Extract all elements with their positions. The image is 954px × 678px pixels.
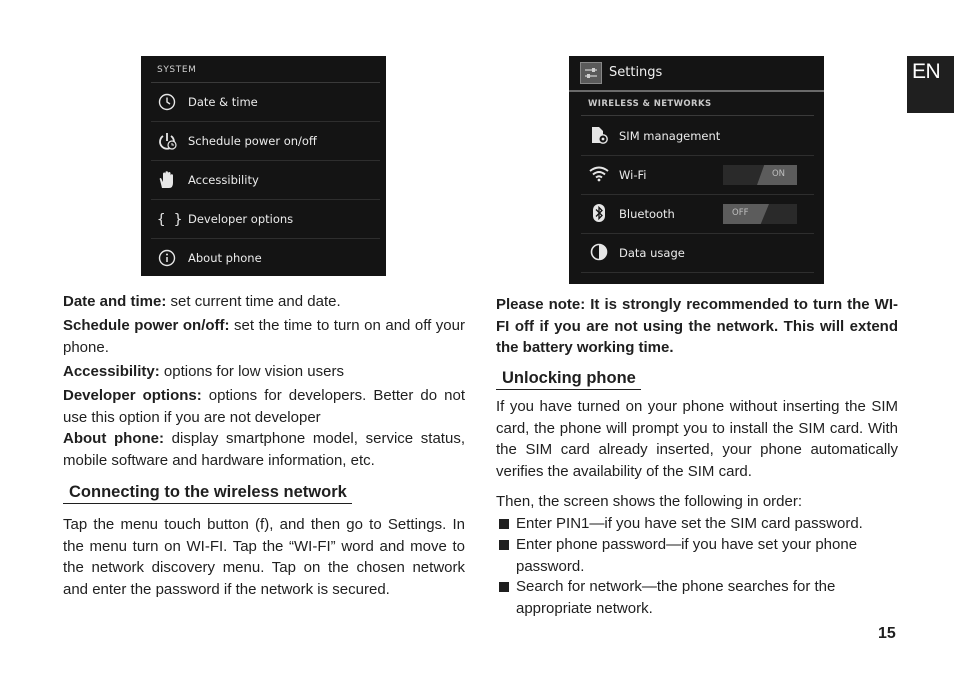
menu-item-label: Date & time xyxy=(188,95,258,109)
menu-item-developer-options xyxy=(151,200,380,239)
term: Developer options: xyxy=(63,387,202,404)
list-item-text: Enter phone password—if you have set your phone password. xyxy=(516,536,858,575)
wifi-icon xyxy=(589,165,609,183)
menu-item-label: Data usage xyxy=(619,246,685,260)
description: set current time and date. xyxy=(166,293,341,310)
clock-icon xyxy=(157,93,177,111)
bluetooth-icon xyxy=(589,204,609,222)
definition-about-phone xyxy=(63,428,465,471)
svg-text:{ }: { } xyxy=(157,212,183,228)
menu-item-label: Schedule power on/off xyxy=(188,134,317,148)
definition-date-time xyxy=(63,291,465,313)
term: Accessibility: xyxy=(63,363,160,380)
system-section-header: SYSTEM xyxy=(157,65,197,75)
bullet-square xyxy=(499,582,509,592)
section-heading-unlocking: Unlocking phone xyxy=(496,369,641,390)
power-clock-icon xyxy=(157,132,177,150)
wireless-settings-screenshot xyxy=(569,56,824,284)
language-tab xyxy=(907,56,954,113)
settings-title: Settings xyxy=(609,65,663,80)
wifi-toggle-state: ON xyxy=(771,169,785,179)
menu-item-data-usage xyxy=(581,233,814,273)
menu-item-wifi xyxy=(581,155,814,195)
bluetooth-toggle xyxy=(723,204,797,224)
menu-item-date-time xyxy=(151,83,380,122)
sim-gear-icon xyxy=(589,126,609,144)
definition-developer-options xyxy=(63,385,465,428)
braces-icon xyxy=(157,210,183,228)
page-number: 15 xyxy=(878,625,896,642)
section-heading-wireless: Connecting to the wireless network xyxy=(63,483,352,504)
menu-item-label: Wi-Fi xyxy=(619,168,647,182)
description: set the time to turn on and off your phone. xyxy=(63,317,465,356)
definition-schedule-power xyxy=(63,315,465,358)
term: Schedule power on/off: xyxy=(63,317,230,334)
menu-item-label: Bluetooth xyxy=(619,207,675,221)
menu-item-label: Accessibility xyxy=(188,173,259,187)
bullet-square xyxy=(499,540,509,550)
menu-item-label: SIM management xyxy=(619,129,721,143)
bullet-square xyxy=(499,519,509,529)
wifi-toggle xyxy=(723,165,797,185)
list-item-text: Enter PIN1—if you have set the SIM card password. xyxy=(516,515,863,532)
menu-item-schedule-power xyxy=(151,122,380,161)
settings-action-bar xyxy=(569,56,824,92)
menu-item-accessibility xyxy=(151,161,380,200)
menu-item-label: Developer options xyxy=(188,212,294,226)
data-usage-icon xyxy=(589,243,609,261)
hand-icon xyxy=(157,171,177,189)
menu-item-about-phone xyxy=(151,239,380,277)
unlocking-paragraph: If you have turned on your phone without inserting the SIM card, the phone will prompt you to install the SIM card. With the SIM card already inserted, your phone automatically verifies the availability of the SIM card. xyxy=(496,398,898,480)
menu-item-bluetooth xyxy=(581,194,814,234)
term: Date and time: xyxy=(63,293,167,310)
description: options for low vision users xyxy=(159,363,344,380)
settings-app-icon xyxy=(580,62,602,84)
bluetooth-toggle-state: OFF xyxy=(732,208,749,218)
definition-accessibility xyxy=(63,361,465,383)
system-settings-screenshot xyxy=(141,56,386,276)
then-line: Then, the screen shows the following in order: xyxy=(496,493,802,510)
battery-note: Please note: It is strongly recommended to turn the WI-FI off if you are not using the network. This will extend the battery working time. xyxy=(496,296,898,356)
term: About phone: xyxy=(63,430,164,447)
language-code: EN xyxy=(912,60,941,83)
description: display smartphone model, service status, mobile software and hardware information, etc. xyxy=(63,430,465,469)
description: options for developers. Better do not use this option if you are not developer xyxy=(63,387,465,426)
menu-item-sim-management xyxy=(581,116,814,156)
wireless-paragraph: Tap the menu touch button (f), and then go to Settings. In the menu turn on WI-FI. Tap the “WI-FI” word and move to the network discovery menu. Tap on the chosen network and enter the password if the network is secured. xyxy=(63,516,465,598)
wireless-section-header: WIRELESS & NETWORKS xyxy=(588,99,712,109)
menu-item-label: About phone xyxy=(188,251,262,265)
list-item-text: Search for network—the phone searches for the appropriate network. xyxy=(516,578,836,617)
info-icon xyxy=(157,249,177,267)
